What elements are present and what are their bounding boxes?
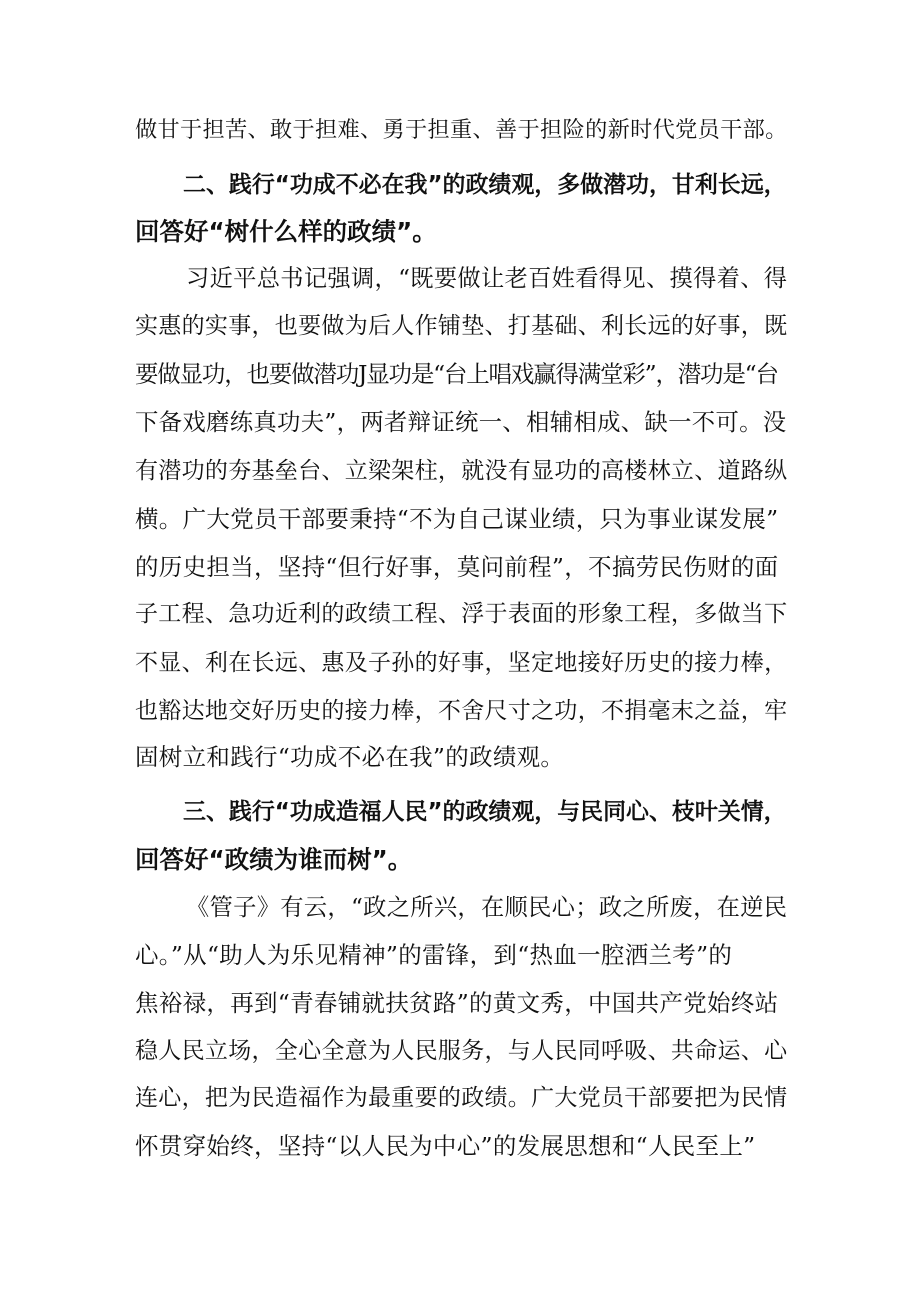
section-heading-3-line-1: 三、践行“功成造福人民”的政绩观，与民同心、枝叶关情， [183,799,787,825]
section-heading-2-line-2: 回答好“树什么样的政绩”。 [135,217,437,246]
text-line: 焦裕禄，再到“青春铺就扶贫路”的黄文秀，中国共产党始终站 [135,989,779,1017]
text-line: 心。”从“助人为乐见精神”的雷锋，到“热血一腔洒兰考”的 [135,941,733,969]
text-line: 有潜功的夯基垒台、立梁架柱，就没有显功的高楼林立、道路纵 [135,458,788,484]
text-line: 连心，把为民造福作为最重要的政绩。广大党员干部要把为民情 [135,1085,788,1111]
text-line: 的历史担当，坚持“但行好事，莫问前程”，不搞劳民伤财的面 [135,553,779,581]
text-line: 做甘于担苦、敢于担难、勇于担重、善于担险的新时代党员干部。 [135,117,788,143]
text-line: 也豁达地交好历史的接力棒，不舍尺寸之功，不捐毫末之益，牢 [135,698,788,724]
text-line: 子工程、急功近利的政绩工程、浮于表面的形象工程，多做当下 [135,601,788,627]
text-line: 横。广大党员干部要秉持“不为自己谋业绩，只为事业谋发展” [135,505,779,533]
text-line: 习近平总书记强调，“既要做让老百姓看得见、摸得着、得 [186,265,788,292]
text-line: 下备戏磨练真功夫”，两者辩证统一、相辅相成、缺一不可。没 [135,408,787,436]
text-line: 《管子》有云，“政之所兴，在顺民心；政之所废，在逆民 [186,894,788,921]
text-line: 不显、利在长远、惠及子孙的好事，坚定地接好历史的接力棒， [135,650,788,676]
text-line: 实惠的实事，也要做为后人作铺垫、打基础、利长远的好事，既 [135,313,788,339]
section-heading-2-line-1: 二、践行“功成不必在我”的政绩观，多做潜功，甘利长远， [183,172,787,198]
text-line: 固树立和践行“功成不必在我”的政绩观。 [135,743,565,771]
text-line: 要做显功，也要做潜功J显功是“台上唱戏赢得满堂彩”，潜功是“台 [135,360,778,388]
section-heading-3-line-2: 回答好“政绩为谁而树”。 [135,845,413,874]
text-line: 稳人民立场，全心全意为人民服务，与人民同呼吸、共命运、心 [135,1038,788,1064]
text-line: 怀贯穿始终，坚持“以人民为中心”的发展思想和“人民至上” [135,1132,756,1160]
